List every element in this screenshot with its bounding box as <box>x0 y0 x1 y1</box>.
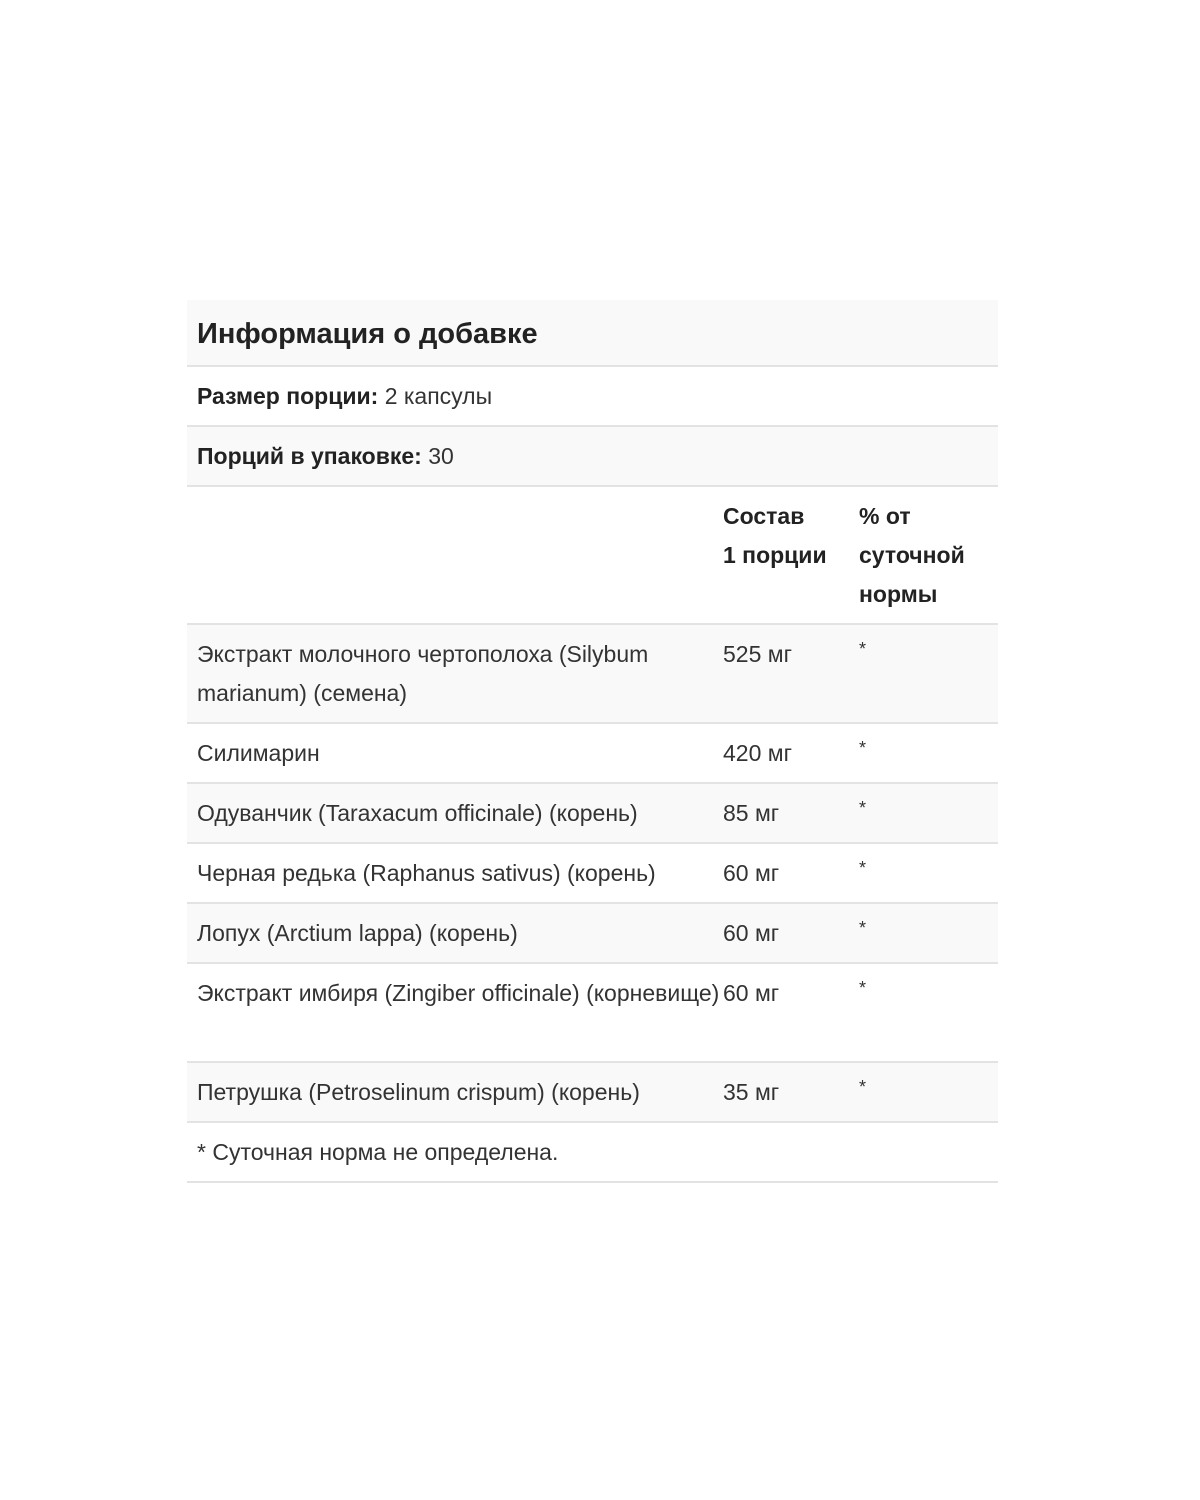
supplement-facts-table <box>187 300 998 1183</box>
table-row <box>187 724 998 784</box>
ingredient-amount: 525 мг <box>723 641 792 667</box>
column-header-row <box>187 487 998 625</box>
header-amount-line-1: Состав <box>723 503 805 529</box>
header-amount-cell <box>723 497 859 575</box>
ingredient-amount: 420 мг <box>723 740 792 766</box>
table-row <box>187 1063 998 1123</box>
ingredient-daily-value: * <box>859 738 867 758</box>
table-title-text: Информация о добавке <box>197 318 538 350</box>
ingredient-name: Экстракт имбиря (Zingiber officinale) (корневище) <box>197 980 720 1006</box>
table-row <box>187 904 998 964</box>
table-title <box>187 300 998 367</box>
ingredient-name: Лопух (Arctium lappa) (корень) <box>197 920 518 946</box>
header-dv-cell <box>859 497 998 614</box>
serving-size-label: Размер порции: <box>197 383 379 409</box>
ingredient-name: Одуванчик (Taraxacum officinale) (корень) <box>197 800 638 826</box>
ingredient-daily-value: * <box>859 978 867 998</box>
ingredient-daily-value: * <box>859 798 867 818</box>
table-row <box>187 784 998 844</box>
ingredient-amount: 60 мг <box>723 980 780 1006</box>
ingredient-amount: 35 мг <box>723 1079 780 1105</box>
footnote-text: * Суточная норма не определена. <box>197 1139 559 1165</box>
ingredient-daily-value: * <box>859 918 867 938</box>
header-amount-line-2: 1 порции <box>723 542 827 568</box>
ingredient-name: Силимарин <box>197 740 320 766</box>
servings-per-container-row <box>187 427 998 487</box>
ingredient-name: Экстракт молочного чертополоха (Silybum marianum) (семена) <box>197 641 649 706</box>
header-dv-line-3: нормы <box>859 581 938 607</box>
table-row <box>187 964 998 1063</box>
header-dv-line-1: % от <box>859 503 911 529</box>
ingredient-daily-value: * <box>859 639 867 659</box>
ingredient-amount: 60 мг <box>723 920 780 946</box>
servings-per-container-label: Порций в упаковке: <box>197 443 422 469</box>
ingredient-name: Петрушка (Petroselinum crispum) (корень) <box>197 1079 640 1105</box>
ingredient-name: Черная редька (Raphanus sativus) (корень) <box>197 860 656 886</box>
footnote-row <box>187 1123 998 1183</box>
ingredient-amount: 60 мг <box>723 860 780 886</box>
servings-per-container-value: 30 <box>428 443 454 469</box>
header-dv-line-2: суточной <box>859 542 965 568</box>
table-row <box>187 625 998 724</box>
serving-size-value: 2 капсулы <box>384 383 493 409</box>
ingredient-amount: 85 мг <box>723 800 780 826</box>
ingredient-daily-value: * <box>859 1077 867 1097</box>
serving-size-row <box>187 367 998 427</box>
table-row <box>187 844 998 904</box>
ingredient-daily-value: * <box>859 858 867 878</box>
